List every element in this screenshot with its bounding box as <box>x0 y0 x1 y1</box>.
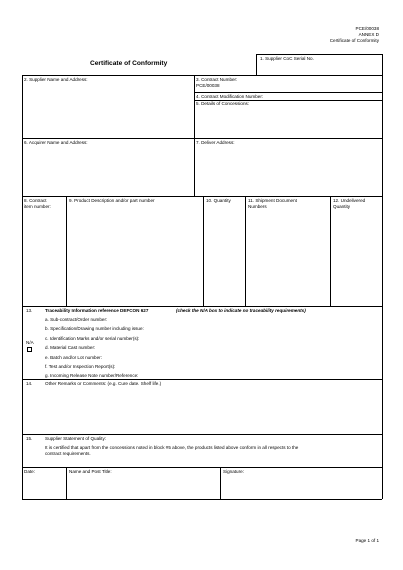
section-13-number: 13. <box>26 308 33 313</box>
shipment-document-label-line2: Numbers <box>248 204 267 209</box>
supplier-name-address-label: 2. Supplier Name and Address: <box>24 77 88 82</box>
statement-text-line1: It is certified that apart from the concessions noted in block #5 above, the products listed above conform in all respects to the <box>45 445 299 450</box>
na-checkbox[interactable] <box>27 347 32 352</box>
traceability-heading: Traceability Information reference DEFCON 627 <box>45 308 149 313</box>
contract-modification-label: 4. Contract Modification Number: <box>196 94 264 99</box>
contract-number-label: 3. Contract Number: <box>196 77 238 82</box>
signature-label: Signature: <box>223 469 244 474</box>
trace-item-c: c. Identification Marks and/or serial number(s): <box>45 336 140 341</box>
statement-text-line2: contract requirements. <box>45 451 91 456</box>
acquirer-name-address-label: 6. Acquirer Name and Address: <box>24 140 88 145</box>
contract-item-label-line2: item number: <box>24 204 51 209</box>
trace-item-b: b. Specification/Drawing number including issue: <box>45 326 144 331</box>
trace-item-e: e. Batch and/or Lot number: <box>45 355 102 360</box>
shipment-document-label-line1: 11. Shipment Document <box>248 198 297 203</box>
other-remarks-label: Other Remarks or Comments: (e.g. Cure date. Shelf life.) <box>45 381 162 386</box>
date-label: Date: <box>24 469 35 474</box>
undelivered-quantity-label-line1: 12. Undelivered <box>333 198 366 203</box>
supplier-statement-label: Supplier Statement of Quality: <box>45 436 107 441</box>
quantity-label: 10. Quantity <box>206 198 231 203</box>
trace-item-f: f. Test and/or Inspection Report(s): <box>45 364 116 369</box>
trace-item-a: a. Sub-contract/Order number: <box>45 317 108 322</box>
contract-item-label-line1: 8. Contract <box>24 198 47 203</box>
traceability-note: (check the N/A box to indicate no traceability requirements) <box>176 308 306 313</box>
concessions-label: 5. Details of Concessions: <box>196 101 250 106</box>
section-14-number: 14. <box>26 381 33 386</box>
undelivered-quantity-label-line2: Quantity <box>333 204 351 209</box>
document-reference: PCE/00038 <box>355 26 379 31</box>
na-label: N/A <box>26 340 34 345</box>
deliver-address-label: 7. Deliver Address: <box>196 140 235 145</box>
name-post-title-label: Name and Post Title: <box>69 469 112 474</box>
contract-number-value: PCE/00038 <box>196 83 220 88</box>
annex-label: ANNEX D <box>358 32 379 37</box>
document-title-header: Certificate of Conformity <box>329 38 379 43</box>
page-number: Page 1 of 1 <box>355 538 379 543</box>
section-15-number: 15. <box>26 436 33 441</box>
product-description-label: 9. Product Description and/or part number <box>69 198 155 203</box>
supplier-coc-serial-label: 1. Supplier CoC Serial No. <box>260 56 314 61</box>
trace-item-d: d. Material Cast number: <box>45 345 96 350</box>
form-title: Certificate of Conformity <box>90 60 168 67</box>
trace-item-g: g. Incoming Release Note number/Reference: <box>45 373 139 378</box>
